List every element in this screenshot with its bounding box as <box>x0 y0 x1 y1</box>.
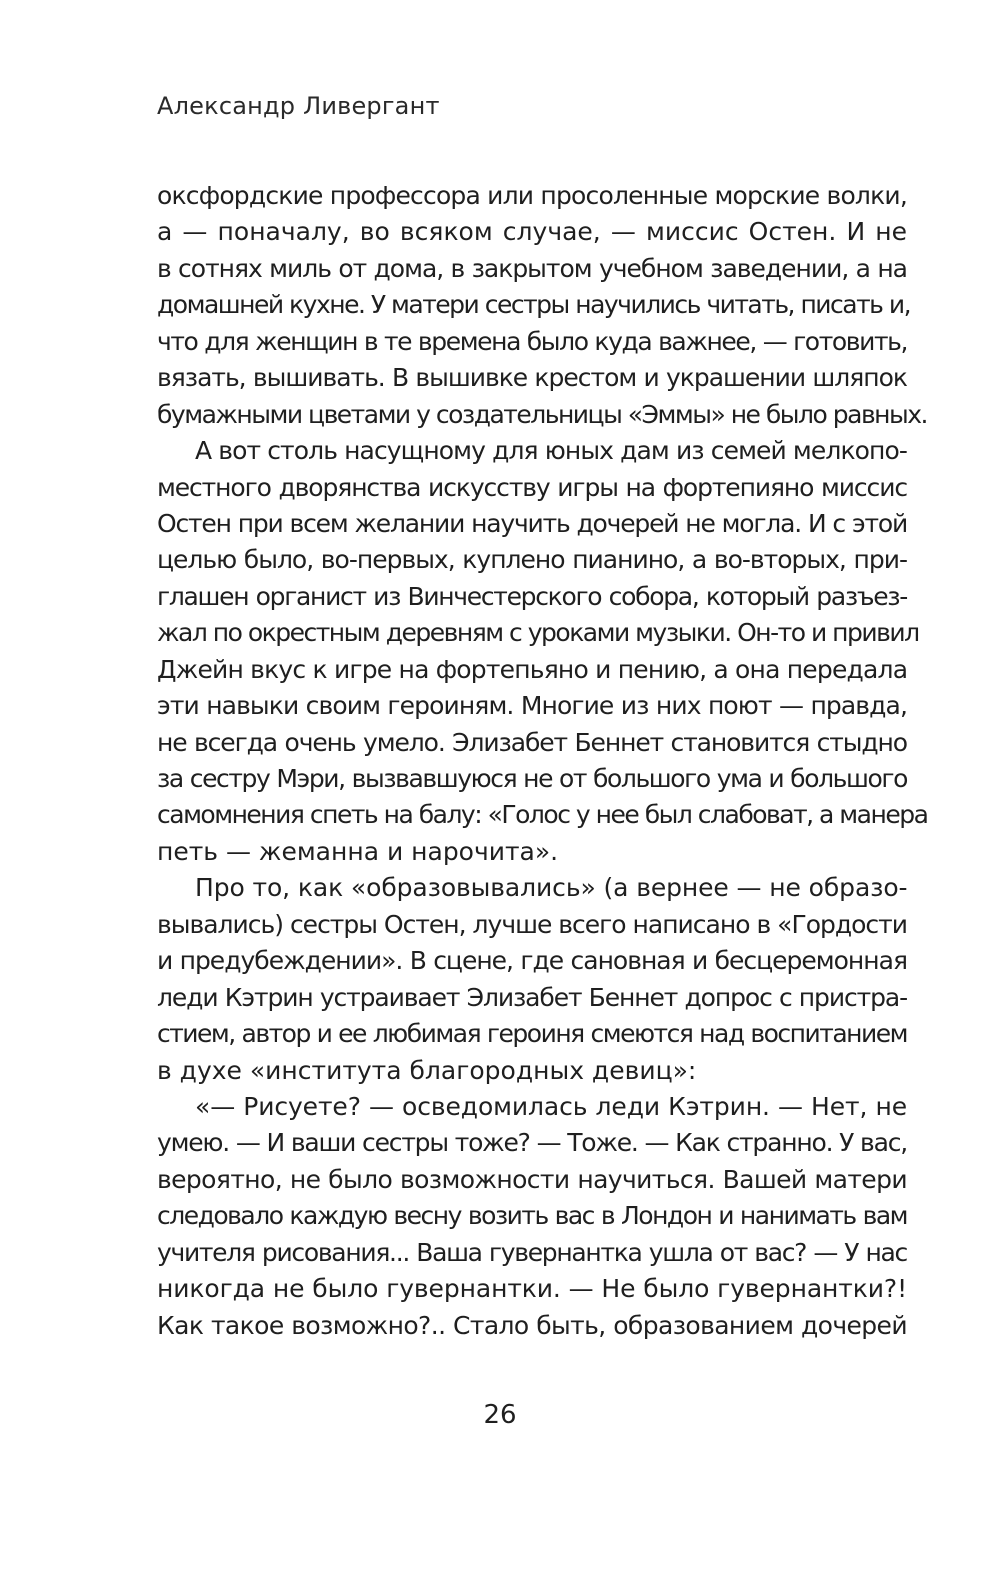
text-line: леди Кэтрин устраивает Элизабет Беннет допрос с пристра- <box>157 982 907 1012</box>
text-line: вывались) сестры Остен, лучше всего написано в «Гордости <box>157 909 907 939</box>
text-line: самомнения спеть на балу: «Голос у нее был слабоват, а манера <box>157 800 928 830</box>
text-line: стием, автор и ее любимая героиня смеются над воспитанием <box>157 1019 907 1049</box>
text-line: не всегда очень умело. Элизабет Беннет становится стыдно <box>157 727 907 757</box>
body-text <box>157 178 928 1344</box>
text-line: эти навыки своим героиням. Многие из них поют — правда, <box>157 691 907 721</box>
text-line: в сотнях миль от дома, в закрытом учебном заведении, а на <box>157 253 907 283</box>
text-line: в духе «института благородных девиц»: <box>157 1055 697 1085</box>
text-line: и предубеждении». В сцене, где сановная и бесцеремонная <box>157 946 907 976</box>
text-line: целью было, во-первых, куплено пианино, а во-вторых, при- <box>157 545 907 575</box>
text-line: вероятно, не было возможности научиться. Вашей матери <box>157 1164 907 1194</box>
text-line: Джейн вкус к игре на фортепьяно и пению, а она передала <box>157 654 908 684</box>
text-line: глашен органист из Винчестерского собора, который разъез- <box>157 581 907 611</box>
text-line: вязать, вышивать. В вышивке крестом и украшении шляпок <box>157 363 907 393</box>
text-line: петь — жеманна и нарочита». <box>157 836 559 866</box>
text-line-paragraph-start: А вот столь насущному для юных дам из семей мелкопо- <box>195 436 907 466</box>
text-line: домашней кухне. У матери сестры научились читать, писать и, <box>157 290 911 320</box>
text-line: учителя рисования... Ваша гувернантка ушла от вас? — У нас <box>157 1237 907 1267</box>
text-line: жал по окрестным деревням с уроками музыки. Он-то и привил <box>157 618 919 648</box>
text-line: что для женщин в те времена было куда важнее, — готовить, <box>157 326 907 356</box>
text-line: Остен при всем желании научить дочерей не могла. И с этой <box>157 508 907 538</box>
text-line: оксфордские профессора или просоленные морские волки, <box>157 181 908 210</box>
text-line: следовало каждую весну возить вас в Лондон и нанимать вам <box>157 1201 907 1231</box>
text-line: за сестру Мэри, вызвавшуюся не от большого ума и большого <box>157 764 907 793</box>
text-line-paragraph-start: Про то, как «образовывались» (а вернее — не образо- <box>195 873 908 903</box>
text-line: бумажными цветами у создательницы «Эммы» не было равных. <box>157 399 928 429</box>
page-number: 26 <box>483 1400 517 1430</box>
running-head-author: Александр Ливергант <box>157 92 440 120</box>
text-line: а — поначалу, во всяком случае, — миссис Остен. И не <box>157 217 907 247</box>
text-line: местного дворянства искусству игры на фортепияно миссис <box>157 472 907 502</box>
text-line-paragraph-start: «— Рисуете? — осведомилась леди Кэтрин. — Нет, не <box>195 1091 907 1121</box>
text-line: Как такое возможно?.. Стало быть, образованием дочерей <box>157 1310 907 1340</box>
text-line: умею. — И ваши сестры тоже? — Тоже. — Как странно. У вас, <box>157 1128 907 1158</box>
text-line: никогда не было гувернантки. — Не было гувернантки?! <box>157 1274 907 1304</box>
